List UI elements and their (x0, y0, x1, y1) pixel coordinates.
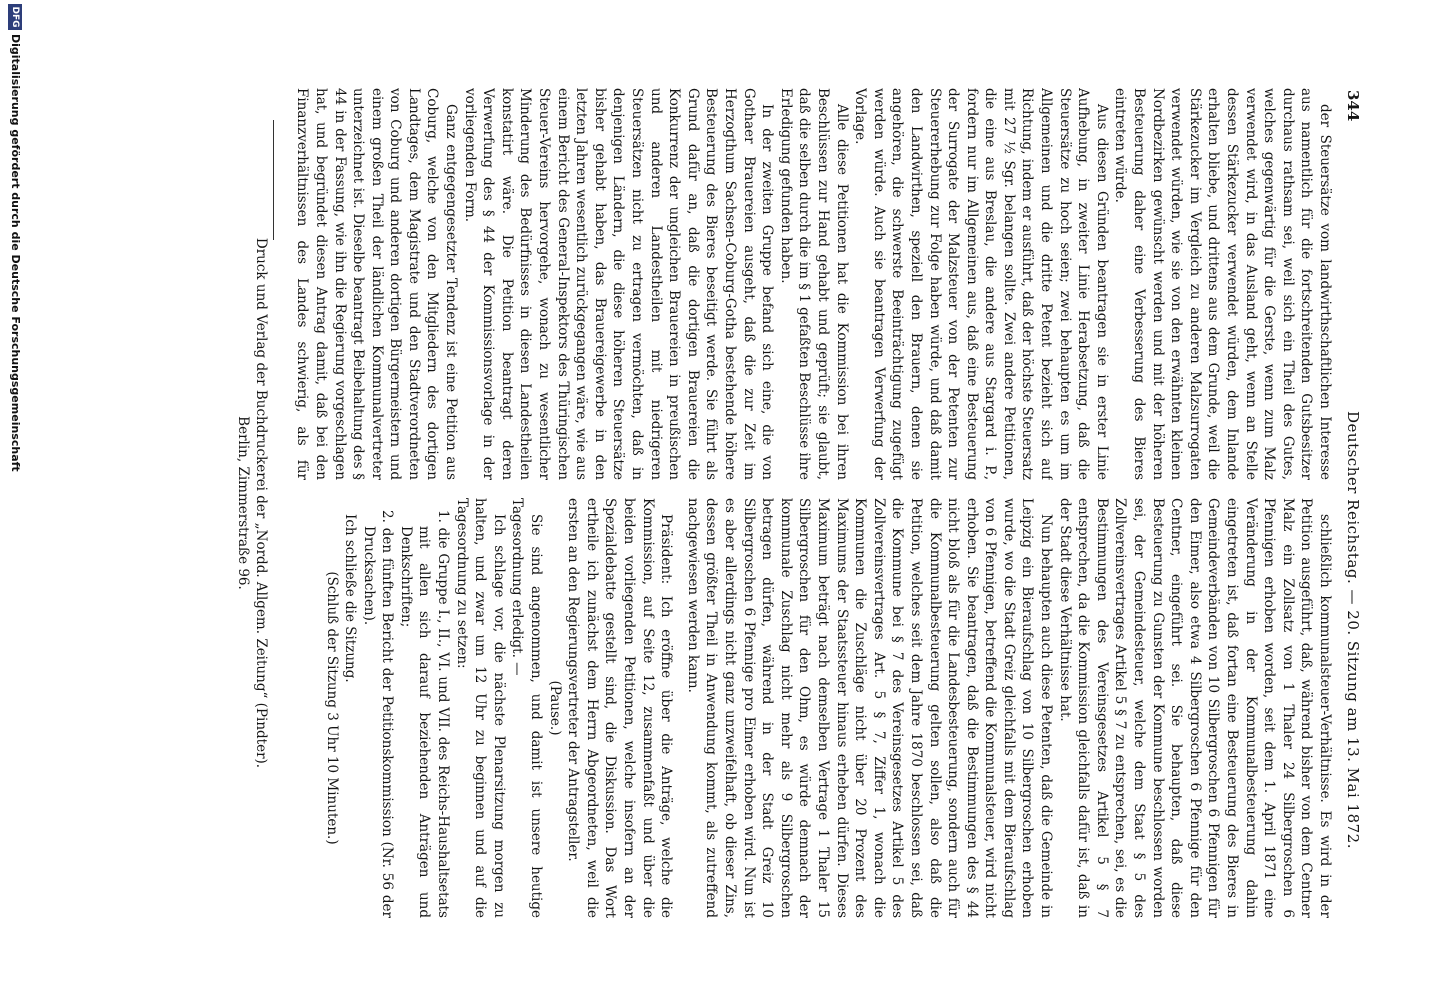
funding-note: Digitalisierung gefördert durch die Deutsche Forschungsgemeinschaft (9, 34, 22, 472)
running-head: Deutscher Reichstag. — 20. Sitzung am 13. Mai 1872. (1344, 411, 1362, 849)
page-number: 344 (1344, 90, 1362, 122)
imprint-line: Berlin, Zimmerstraße 96. (235, 416, 251, 590)
imprint-line: Druck und Verlag der Buchdruckerei der „Nordd. Allgem. Zeitung“ (Pindter). (253, 237, 269, 769)
printer-imprint (234, 88, 270, 918)
right-text-column (292, 498, 1334, 918)
paragraph: Alle diese Petitionen hat die Kommission bei ihren Beschlüssen zur Hand gehabt und geprüft; sie glaubt, daß die selben durch die im § 1 gefaßten Beschlüsse ihre Erledigung gefunden haben. (777, 88, 850, 480)
pause-note: (Pause.) (546, 680, 563, 736)
paragraph: schließlich kommunalsteuer-Verhältnisse. Es wird in der Petition ausgeführt, daß, während bisher von dem Centner Malz ein Zollsatz von 1 Thaler 24 Silbergroschen 6 Pfennigen erhoben worden, seit dem 1. April 1871 eine Veränderung in der Kommunalbesteuerung dahin eingetreten ist, daß fortan eine Besteuerung des Bieres in Gemeindeverbänden von 10 Silbergroschen 6 Pfennigen für den Eimer, also etwa 4 Silbergroschen 6 Pfennige für den Centner, eingeführt sei. Sie behaupten, daß diese Besteuerung zu Gunsten der Kommune beschlossen worden sei, der Gemeindesteuer, welche dem Staat § 5 des Zollvereinsvertrages Artikel 5 § 7 zu entsprechen, sei, es die Bestimmungen des Vereinsgesetzes Artikel 5 § 7 entsprechen, da die Kommission gleichfalls dafür ist, daß in der Stadt diese Verhältnisse hat. (1056, 498, 1333, 918)
page-header (1338, 0, 1362, 1000)
left-text-column (292, 88, 1334, 480)
digitization-footer (4, 4, 24, 996)
president-statement: Präsident: Ich eröffne über die Anträge, welche die Kommission, auf Seite 12, zusammenfaßt und über die beiden vorliegenden Petitionen, welche insofern an der Spezialdebatte gestellt sind, die Diskussion. Das Wort ertheile ich zunächst dem Herrn Abgeordneten, weil die ersten an den Regierungsvertreter der Antragsteller. (565, 498, 675, 918)
agenda-item: 2. den fünften Bericht der Petitionskommission (Nr. 56 der Drucksachen). (360, 510, 396, 918)
paragraph: Sie sind angenommen, und damit ist unsere heutige Tagesordnung erledigt. — (509, 498, 545, 918)
paragraph: Nun behaupten auch diese Petenten, daß die Gemeinde in Leipzig ein Bieraufschlag von 10 Silbergroschen erhoben wurde, wo die Stadt Greiz gleichfalls mit dem Bieraufschlag von 6 Pfennigen, betreffend die Kommunalsteuer, wird nicht erhoben. Sie beantragen, daß die Bestimmungen des § 44 nicht bloß als für die Landesbesteuerung, sondern auch für die Kommunalbesteuerung gelten sollen, also daß die Petition, welches seit dem Jahre 1870 beschlossen sei, daß die Kommune bei § 7 des Vereinsgesetzes Artikel 5 des Zollvereinsvertrages Art. 5 § 7, Ziffer 1, wonach die Kommunen die Zuschläge nicht über 20 Prozent des Maximums der Staatssteuer hinaus erheben dürfen. Dieses Maximum beträgt nach demselben Vertrage 1 Thaler 15 Silbergroschen für den Ohm, es würde demnach der kommunale Zuschlag nicht mehr als 9 Silbergroschen betragen dürfen, während in der Stadt Greiz 10 Silbergroschen 6 Pfennige pro Eimer erhoben wird. Nun ist es aber allerdings nicht ganz unzweifelhaft, ob dieser Zins, dessen größter Theil in Anwendung kommt, als zutreffend nachgewiesen werden kann. (684, 498, 1055, 918)
agenda-item: 1. die Gruppe I., II., VI. und VII. des Reichs-Haushaltsetats mit allen sich darauf beziehenden Anträgen und Denkschriften; (397, 510, 452, 918)
paragraph: Ich schlage vor, die nächste Plenarsitzung morgen zu halten, und zwar um 12 Uhr zu beginnen und auf die Tagesordnung zu setzen: (453, 498, 507, 918)
paragraph: Aus diesen Gründen beantragen sie in erster Linie Aufhebung, in zweiter Linie Herabsetzung, daß die Steuersätze zu hoch seien; zwei behaupten es um im Allgemeinen und die dritte Petent bezieht sich auf Richtung, indem er ausführt, daß der höchste Steuersatz mit 27 ½ Sgr. belangen sollte. Zwei andere Petitionen, die eine aus Breslau, die andere aus Stargard i. P., fordern nur im Allgemeinen aus, daß eine Besteuerung der Surrogate der Malzsteuer von der Petenten zur Steuererhebung zur Folge haben würde, und daß damit den Landwirthen, speziell den Brauern, denen sie angehören, die schwerste Beeinträchtigung zugefügt werden würde. Auch sie beantragen Verwerfung der Vorlage. (852, 88, 1110, 480)
paragraph: Ganz entgegengesetzter Tendenz ist eine Petition aus Coburg, welche von den Mitgliedern des dortigen Landtages, dem Magistrate und den Stadtverordneten von Coburg und anderen dortigen Bürgermeistern und einem großen Theil der ländlichen Kommunalvertreter unterzeichnet ist. Dieselbe beantragt Beibehaltung des § 44 in der Fassung, wie ihn die Regierung vorgeschlagen hat, und begründet diesen Antrag damit, daß bei den Finanzverhältnissen des Landes schwierig, als für (294, 88, 460, 480)
session-closing-note: (Schluß der Sitzung 3 Uhr 10 Minuten.) (323, 571, 340, 845)
paragraph: Ich schließe die Sitzung. (342, 514, 359, 683)
paragraph: der Steuersätze vom landwirthschaftlichen Interesse aus namentlich für die fortschreitenden Gutsbesitzer durchaus rathsam sei, weil sich ein Theil des Gutes, welches gegenwärtig für die Gerste, wenn zum Malz verwendet wird, in das Ausland geht, wenn an Stelle dessen Stärkezucker verwendet würden, dem Inlande erhalten bliebe, und drittens aus dem Grunde, weil die Stärkezucker im Vergleich zu anderen Malzsurrogaten verwendet würden, wie sie von den erwähnten kleinen Nordbezirken gewünscht werden und mit der höheren Besteuerung daher eine Verbesserung des Bieres eintreten würde. (1112, 88, 1333, 480)
imprint-divider (273, 120, 274, 240)
dfg-logo-icon: DFG (8, 4, 22, 30)
paragraph: In der zweiten Gruppe befand sich eine, die von Gothaer Brauereien ausgeht, daß die zur Zeit im Herzogthum Sachsen-Coburg-Gotha bestehende höhere Besteuerung des Bieres beseitigt werde. Sie führt als Grund dafür an, daß die dortigen Brauereien die Konkurrenz der ungleichen Brauereien in preußischen und anderen Landestheilen mit niedrigeren Steuersätzen nicht zu ertragen vermöchten, daß in denjenigen Ländern, die diese höheren Steuersätze bisher gehabt haben, das Brauereigewerbe in den letzten Jahren wesentlich zurückgegangen wäre, wie aus einem Bericht des General-Inspektors des Thüringischen Steuer-Vereins hervorgehe, wonach zu wesentlicher Minderung des Bedürfnisses in diesen Landestheilen konstatirt wäre. Die Petition beantragt deren Verwerfung des § 44 der Kommissionsvorlage in der vorliegenden Form. (461, 88, 776, 480)
